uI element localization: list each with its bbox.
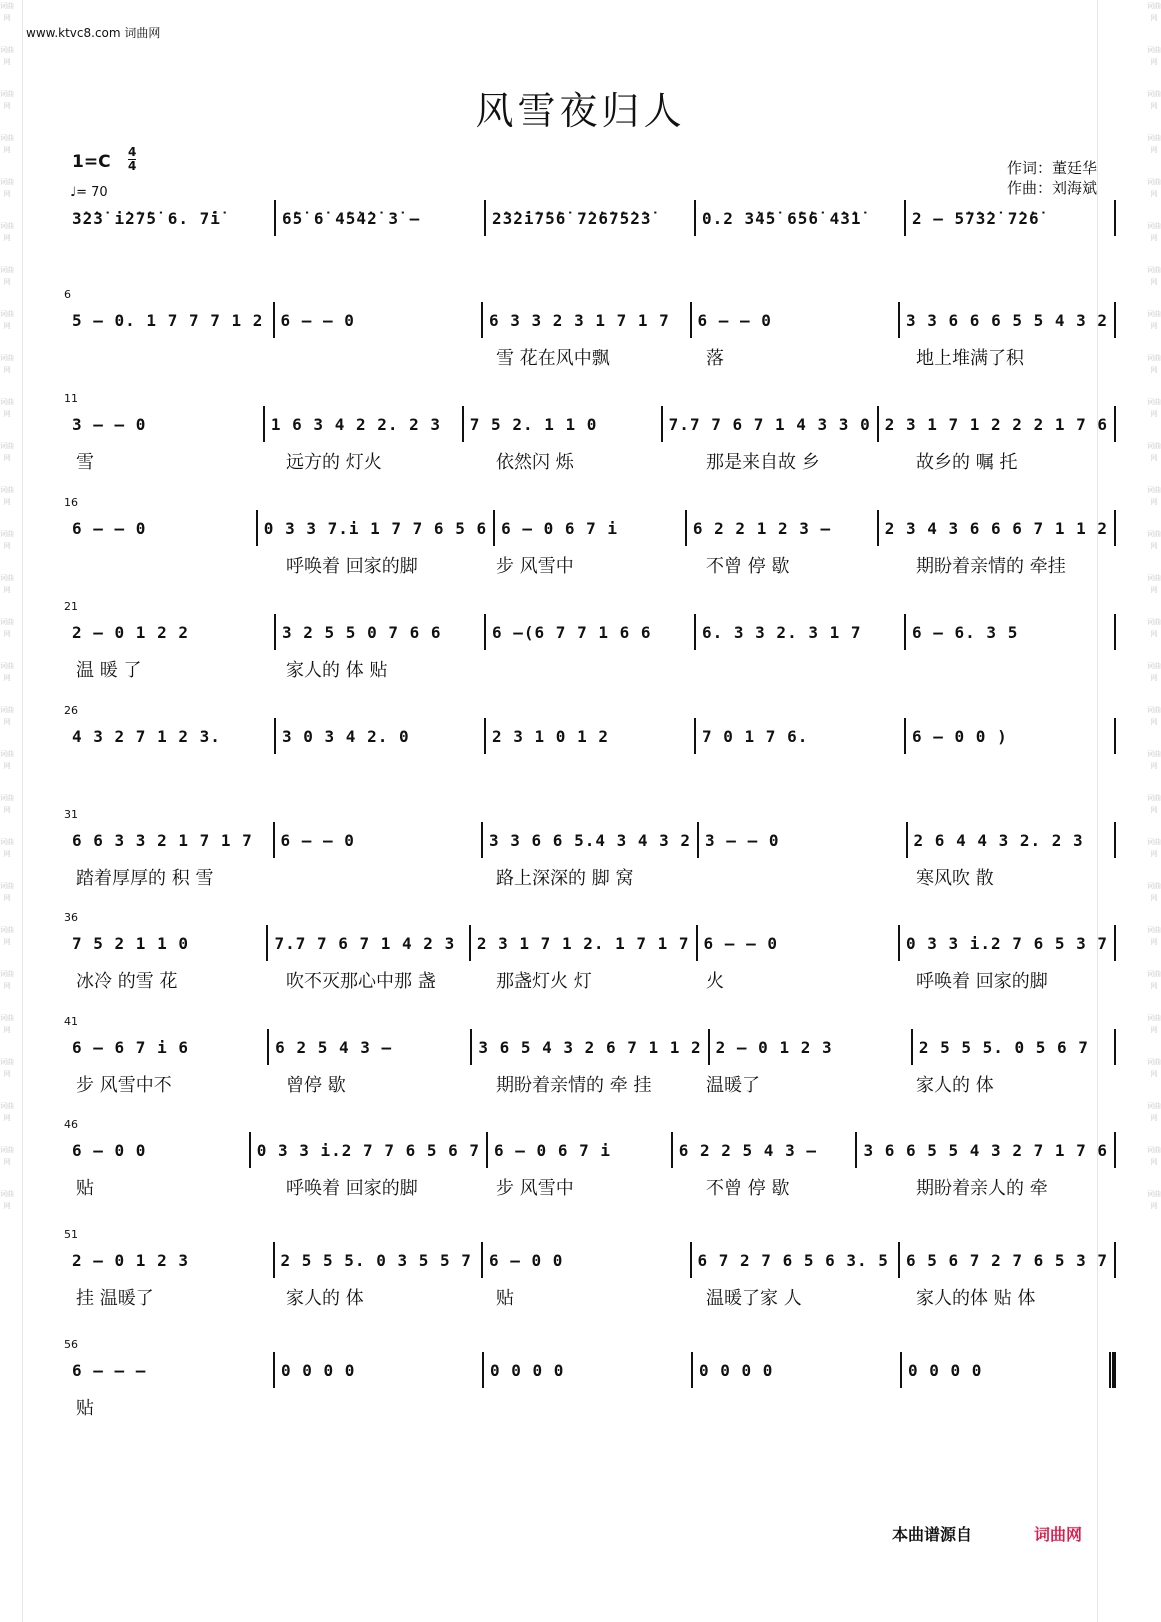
measure: 7 0 1 7 6. xyxy=(702,726,809,746)
lyric-segment: 雪 xyxy=(76,452,94,473)
watermark-text: 词曲网 xyxy=(0,970,14,990)
watermark-text: 词曲网 xyxy=(0,1102,14,1122)
notation-row xyxy=(66,716,1116,756)
lyrics-row xyxy=(66,1174,1116,1204)
lyric-segment xyxy=(276,1394,486,1424)
lyric-segment: 贴 xyxy=(76,1178,94,1199)
watermark-text: 词曲网 xyxy=(0,178,14,198)
measure: 2 – 0 1 2 3 xyxy=(715,1037,833,1057)
watermark-text: 词曲网 xyxy=(1147,178,1161,198)
lyric-segment: 落 xyxy=(706,348,724,369)
lyric-segment: 步 风雪中不 xyxy=(76,1075,172,1096)
time-signature xyxy=(128,146,136,173)
measure: 6 – 6. 3 5 xyxy=(912,622,1019,642)
lyric-segment: 远方的 灯火 xyxy=(286,452,382,473)
watermark-text: 词曲网 xyxy=(0,1014,14,1034)
watermark-text: 词曲网 xyxy=(1147,838,1161,858)
measure: 6 5 6 7 2 7 6 5 3 7 xyxy=(906,1250,1109,1270)
notation-row xyxy=(66,1130,1116,1170)
footer-source: 本曲谱源自 xyxy=(892,1525,973,1544)
tempo-marking: ♩= 70 xyxy=(70,185,108,200)
barline xyxy=(1114,1029,1116,1065)
measure: 2 3 1 0 1 2 xyxy=(492,726,609,746)
notation-row xyxy=(66,198,1116,238)
lyric-segment xyxy=(696,1394,906,1424)
lyric-segment: 路上深深的 脚 窝 xyxy=(496,868,634,889)
lyric-segment xyxy=(486,760,696,790)
watermark-text: 词曲网 xyxy=(0,398,14,418)
lyric-segment xyxy=(696,242,906,272)
watermark-left xyxy=(0,0,14,1622)
lyricist: 作词：董廷华 xyxy=(1006,159,1097,177)
lyric-segment: 挂 温暖了 xyxy=(76,1288,154,1309)
score-system xyxy=(64,288,1116,410)
measure-number: 16 xyxy=(64,496,78,509)
lyric-segment: 贴 xyxy=(76,1398,94,1419)
key-signature: 1=C xyxy=(72,152,111,172)
notation-row xyxy=(66,1350,1116,1390)
measure: 6 – 0 0 ) xyxy=(912,726,1008,746)
measure: 2 3 4 3 6 6 6 7 1 1 2 xyxy=(884,518,1108,538)
lyric-segment xyxy=(486,656,696,686)
watermark-text: 词曲网 xyxy=(1147,618,1161,638)
watermark-text: 词曲网 xyxy=(1147,222,1161,242)
measure: 2 5 5 5. 0 5 6 7 xyxy=(918,1037,1089,1057)
lyric-segment: 那是来自故 乡 xyxy=(706,452,820,473)
measure: 6 3 3 2 3 1 7 1 7 xyxy=(489,310,670,330)
lyric-segment: 吹不灭那心中那 盏 xyxy=(286,971,436,992)
measure: 6 – – 0 xyxy=(703,933,778,953)
measure-number: 26 xyxy=(64,704,78,717)
lyrics-row xyxy=(66,1284,1116,1314)
lyric-segment: 地上堆满了积 xyxy=(916,348,1024,369)
lyric-segment xyxy=(906,656,1116,686)
measure: 3 3 6 6 5.4 3 4 3 2 xyxy=(489,830,692,850)
watermark-text: 词曲网 xyxy=(0,486,14,506)
lyric-segment: 温暖了家 人 xyxy=(706,1288,802,1309)
measure-number: 41 xyxy=(64,1015,78,1028)
barline xyxy=(1114,1132,1116,1168)
measure: 6 – – – xyxy=(72,1360,147,1380)
measure: 3 6 5 4 3 2 6 7 1 1 2 xyxy=(478,1037,702,1057)
measure: 3 0 3 4 2. 0 xyxy=(282,726,410,746)
measure: 0 0 0 0 xyxy=(699,1360,774,1380)
score-system xyxy=(64,1338,1116,1460)
notation-row xyxy=(66,612,1116,652)
measure: 5 – 0. 1 7 7 7 1 2 xyxy=(72,310,264,330)
measure: 6 – 0 0 xyxy=(72,1140,147,1160)
watermark-text: 词曲网 xyxy=(1147,662,1161,682)
lyric-segment xyxy=(276,344,486,374)
lyric-segment xyxy=(696,864,906,894)
watermark-text: 词曲网 xyxy=(0,2,14,22)
lyric-segment xyxy=(906,1394,1116,1424)
measure: 6 –(6 7 7 1 6 6 xyxy=(492,622,652,642)
measure-number: 31 xyxy=(64,808,78,821)
lyric-segment: 贴 xyxy=(496,1288,514,1309)
measure: 0 3 3 i.2 7 7 6 5 6 7 xyxy=(256,1140,481,1160)
measure-number: 56 xyxy=(64,1338,78,1351)
measure: 7 5 2 1 1 0 xyxy=(72,933,189,953)
measure: 2 5 5 5. 0 3 5 5 7 xyxy=(280,1250,472,1270)
measure: 0 0 0 0 xyxy=(908,1360,983,1380)
lyrics-row xyxy=(66,552,1116,582)
measure: 6 – 0 0 xyxy=(489,1250,564,1270)
barline xyxy=(1114,925,1116,961)
notation-row xyxy=(66,404,1116,444)
composer: 作曲：刘海斌 xyxy=(1006,179,1097,197)
lyric-segment xyxy=(906,760,1116,790)
measure: 0 3 3 7.i 1 7 7 6 5 6 xyxy=(263,518,488,538)
measure: 3̇2̇3̇ i̇2̇7̇5̇ 6. 7̇i̇ xyxy=(72,208,221,228)
song-title: 风雪夜归人 xyxy=(475,89,686,133)
lyric-segment: 家人的 体 贴 xyxy=(286,660,388,681)
watermark-text: 词曲网 xyxy=(0,134,14,154)
measure: 6 – 0 6 7 i xyxy=(501,518,619,538)
barline xyxy=(1114,1242,1116,1278)
watermark-text: 词曲网 xyxy=(1147,1058,1161,1078)
score-system xyxy=(64,1228,1116,1350)
barline xyxy=(1114,302,1116,338)
measure-number: 21 xyxy=(64,600,78,613)
watermark-text: 词曲网 xyxy=(1147,2,1161,22)
watermark-text: 词曲网 xyxy=(1147,1190,1161,1210)
lyric-segment: 步 风雪中 xyxy=(496,1178,574,1199)
measure: 6. 3 3 2. 3 1 7 xyxy=(702,622,862,642)
watermark-text: 词曲网 xyxy=(1147,486,1161,506)
watermark-text: 词曲网 xyxy=(0,1058,14,1078)
lyric-segment: 期盼着亲情的 牵 挂 xyxy=(496,1075,652,1096)
watermark-text: 词曲网 xyxy=(1147,1102,1161,1122)
watermark-text: 词曲网 xyxy=(1147,926,1161,946)
watermark-text: 词曲网 xyxy=(0,882,14,902)
watermark-text: 词曲网 xyxy=(0,266,14,286)
barline xyxy=(1114,510,1116,546)
watermark-text: 词曲网 xyxy=(0,222,14,242)
watermark-text: 词曲网 xyxy=(0,662,14,682)
measure: 2 – 0 1 2 2 xyxy=(72,622,189,642)
notation-row xyxy=(66,1240,1116,1280)
measure: 3 – – 0 xyxy=(72,414,147,434)
watermark-text: 词曲网 xyxy=(0,706,14,726)
lyric-segment xyxy=(486,1394,696,1424)
notation-row xyxy=(66,508,1116,548)
measure: 6 – – 0 xyxy=(280,830,355,850)
score-system xyxy=(64,808,1116,930)
measure-number: 6 xyxy=(64,288,71,301)
notation-row xyxy=(66,1027,1116,1067)
barline xyxy=(1114,718,1116,754)
watermark-text: 词曲网 xyxy=(0,618,14,638)
lyric-segment: 温 暖 了 xyxy=(76,660,142,681)
watermark-text: 词曲网 xyxy=(0,838,14,858)
measure: 3 2 5 5 0 7 6 6 xyxy=(282,622,442,642)
site-url: www.ktvc8.com 词曲网 xyxy=(26,26,161,40)
lyric-segment: 家人的 体 xyxy=(286,1288,364,1309)
measure: 1 6 3 4 2 2. 2 3 xyxy=(270,414,442,434)
barline xyxy=(1114,614,1116,650)
lyric-segment xyxy=(66,344,276,374)
meter-top: 4 xyxy=(128,145,137,159)
measure: 2 – 0 1 2 3 xyxy=(72,1250,189,1270)
lyric-segment xyxy=(66,760,276,790)
credits xyxy=(1007,158,1097,198)
lyric-segment: 温暖了 xyxy=(706,1075,760,1096)
watermark-text: 词曲网 xyxy=(0,354,14,374)
measure-number: 46 xyxy=(64,1118,78,1131)
measure: 3 6 6 5 5 4 3 2 7 1 7 6 xyxy=(863,1140,1109,1160)
watermark-text: 词曲网 xyxy=(0,574,14,594)
lyric-segment: 踏着厚厚的 积 雪 xyxy=(76,868,214,889)
measure: 0 3 3 i.2 7 6 5 3 7 xyxy=(905,933,1108,953)
watermark-text: 词曲网 xyxy=(0,1146,14,1166)
watermark-text: 词曲网 xyxy=(0,1190,14,1210)
measure: 2 3 1 7 1 2 2 2 1 7 6 xyxy=(884,414,1108,434)
measure: 6 – – 0 xyxy=(280,310,355,330)
watermark-text: 词曲网 xyxy=(0,926,14,946)
notation-row xyxy=(66,923,1116,963)
watermark-text: 词曲网 xyxy=(0,530,14,550)
measure: 6 2 5 4 3 – xyxy=(275,1037,393,1057)
watermark-text: 词曲网 xyxy=(1147,530,1161,550)
measure: 6 6 3 3 2 1 7 1 7 xyxy=(72,830,253,850)
meter-bottom: 4 xyxy=(128,159,137,173)
watermark-text: 词曲网 xyxy=(0,750,14,770)
watermark-text: 词曲网 xyxy=(1147,354,1161,374)
measure: 6 – – 0 xyxy=(72,518,147,538)
watermark-text: 词曲网 xyxy=(1147,266,1161,286)
watermark-text: 词曲网 xyxy=(1147,310,1161,330)
score-system xyxy=(64,1118,1116,1240)
lyric-segment: 寒风吹 散 xyxy=(916,868,994,889)
measure: 2 6 4 4 3 2. 2 3 xyxy=(913,830,1084,850)
measure: 7.7 7 6 7 1 4 2 3 xyxy=(274,933,456,953)
watermark-text: 词曲网 xyxy=(0,310,14,330)
measure: 6 – 0 6 7 i xyxy=(494,1140,611,1160)
watermark-text: 词曲网 xyxy=(1147,574,1161,594)
lyric-segment: 呼唤着 回家的脚 xyxy=(286,556,418,577)
measure: 7.7 7 6 7 1 4 3 3 0 xyxy=(668,414,871,434)
lyric-segment xyxy=(906,242,1116,272)
lyric-segment xyxy=(66,552,276,582)
score-system xyxy=(64,1015,1116,1137)
lyric-segment: 家人的体 贴 体 xyxy=(916,1288,1036,1309)
measure: 2 – 5̇7̇3̇2̇ 7̇2̇6̇ xyxy=(912,208,1040,228)
watermark-text: 词曲网 xyxy=(1147,882,1161,902)
margin-line-left xyxy=(22,0,23,1622)
lyric-segment: 雪 花在风中飘 xyxy=(496,348,610,369)
measure: 6 – 6 7 i 6 xyxy=(72,1037,189,1057)
measure: 0 0 0 0 xyxy=(281,1360,356,1380)
watermark-text: 词曲网 xyxy=(1147,1014,1161,1034)
lyrics-row xyxy=(66,1394,1116,1424)
watermark-text: 词曲网 xyxy=(1147,970,1161,990)
lyrics-row xyxy=(66,1071,1116,1101)
lyric-segment: 呼唤着 回家的脚 xyxy=(286,1178,418,1199)
lyric-segment xyxy=(276,242,486,272)
watermark-text: 词曲网 xyxy=(0,46,14,66)
watermark-text: 词曲网 xyxy=(0,442,14,462)
measure: 2 3 1 7 1 2. 1 7 1 7 xyxy=(476,933,690,953)
measure: 7 5 2. 1 1 0 xyxy=(469,414,598,434)
lyric-segment xyxy=(486,242,696,272)
measure: 0 0 0 0 xyxy=(490,1360,565,1380)
barline xyxy=(1114,406,1116,442)
measure-number: 36 xyxy=(64,911,78,924)
lyric-segment: 冰冷 的雪 花 xyxy=(76,971,178,992)
score-system xyxy=(64,496,1116,618)
measure-number: 51 xyxy=(64,1228,78,1241)
watermark-text: 词曲网 xyxy=(1147,90,1161,110)
measure: 4 3 2 7 1 2 3. xyxy=(72,726,221,746)
watermark-text: 词曲网 xyxy=(1147,750,1161,770)
lyric-segment: 家人的 体 xyxy=(916,1075,994,1096)
watermark-text: 词曲网 xyxy=(1147,134,1161,154)
measure-number: 11 xyxy=(64,392,78,405)
measure: 2̇3̇2̇i̇7̇5̇6̇ 7̇2̇6̇7̇5̇2̇3̇ xyxy=(492,208,652,228)
lyrics-row xyxy=(66,760,1116,790)
notation-row xyxy=(66,300,1116,340)
lyric-segment: 故乡的 嘱 托 xyxy=(916,452,1018,473)
lyric-segment xyxy=(66,242,276,272)
score-system xyxy=(64,600,1116,722)
score-system xyxy=(64,392,1116,514)
lyric-segment: 呼唤着 回家的脚 xyxy=(916,971,1048,992)
footer-site-link[interactable]: 词曲网 xyxy=(1034,1525,1083,1544)
lyric-segment: 火 xyxy=(706,971,724,992)
watermark-text: 词曲网 xyxy=(1147,794,1161,814)
lyric-segment: 步 风雪中 xyxy=(496,556,574,577)
watermark-text: 词曲网 xyxy=(0,90,14,110)
score-system xyxy=(66,198,1116,308)
lyric-segment: 期盼着亲情的 牵挂 xyxy=(916,556,1066,577)
notation-row xyxy=(66,820,1116,860)
watermark-text: 词曲网 xyxy=(1147,442,1161,462)
lyric-segment: 不曾 停 歇 xyxy=(706,556,790,577)
lyrics-row xyxy=(66,656,1116,686)
lyrics-row xyxy=(66,344,1116,374)
final-barline xyxy=(1109,1352,1116,1388)
measure: 6 2 2 1 2 3 – xyxy=(692,518,832,538)
barline xyxy=(1114,200,1116,236)
lyric-segment xyxy=(696,656,906,686)
watermark-right xyxy=(1147,0,1161,1622)
lyrics-row xyxy=(66,864,1116,894)
measure: 0.2 3̇4̇5̇ 6̇5̇6̇ 4̇3̇1̇ xyxy=(702,208,862,228)
score-system xyxy=(64,704,1116,826)
watermark-text: 词曲网 xyxy=(1147,398,1161,418)
measure: 6̇5̇ 6̇ 4̇5̇4̇2̇ 3̇ – xyxy=(282,208,421,228)
lyrics-row xyxy=(66,967,1116,997)
measure: 6 2 2 5 4 3 – xyxy=(678,1140,817,1160)
lyric-segment xyxy=(696,760,906,790)
measure: 3 3 6 6 6 5 5 4 3 2 xyxy=(906,310,1109,330)
lyric-segment xyxy=(276,760,486,790)
barline xyxy=(1114,822,1116,858)
score-system xyxy=(64,911,1116,1033)
watermark-text: 词曲网 xyxy=(0,794,14,814)
lyric-segment: 不曾 停 歇 xyxy=(706,1178,790,1199)
lyric-segment xyxy=(276,864,486,894)
measure: 6 – – 0 xyxy=(697,310,772,330)
watermark-text: 词曲网 xyxy=(1147,46,1161,66)
measure: 3 – – 0 xyxy=(705,830,780,850)
lyric-segment: 那盏灯火 灯 xyxy=(496,971,592,992)
watermark-text: 词曲网 xyxy=(1147,1146,1161,1166)
lyrics-row xyxy=(66,448,1116,478)
watermark-text: 词曲网 xyxy=(1147,706,1161,726)
lyric-segment: 依然闪 烁 xyxy=(496,452,574,473)
lyrics-row xyxy=(66,242,1116,272)
lyric-segment: 曾停 歇 xyxy=(286,1075,346,1096)
lyric-segment: 期盼着亲人的 牵 xyxy=(916,1178,1048,1199)
measure: 6 7 2 7 6 5 6 3. 5 xyxy=(697,1250,889,1270)
